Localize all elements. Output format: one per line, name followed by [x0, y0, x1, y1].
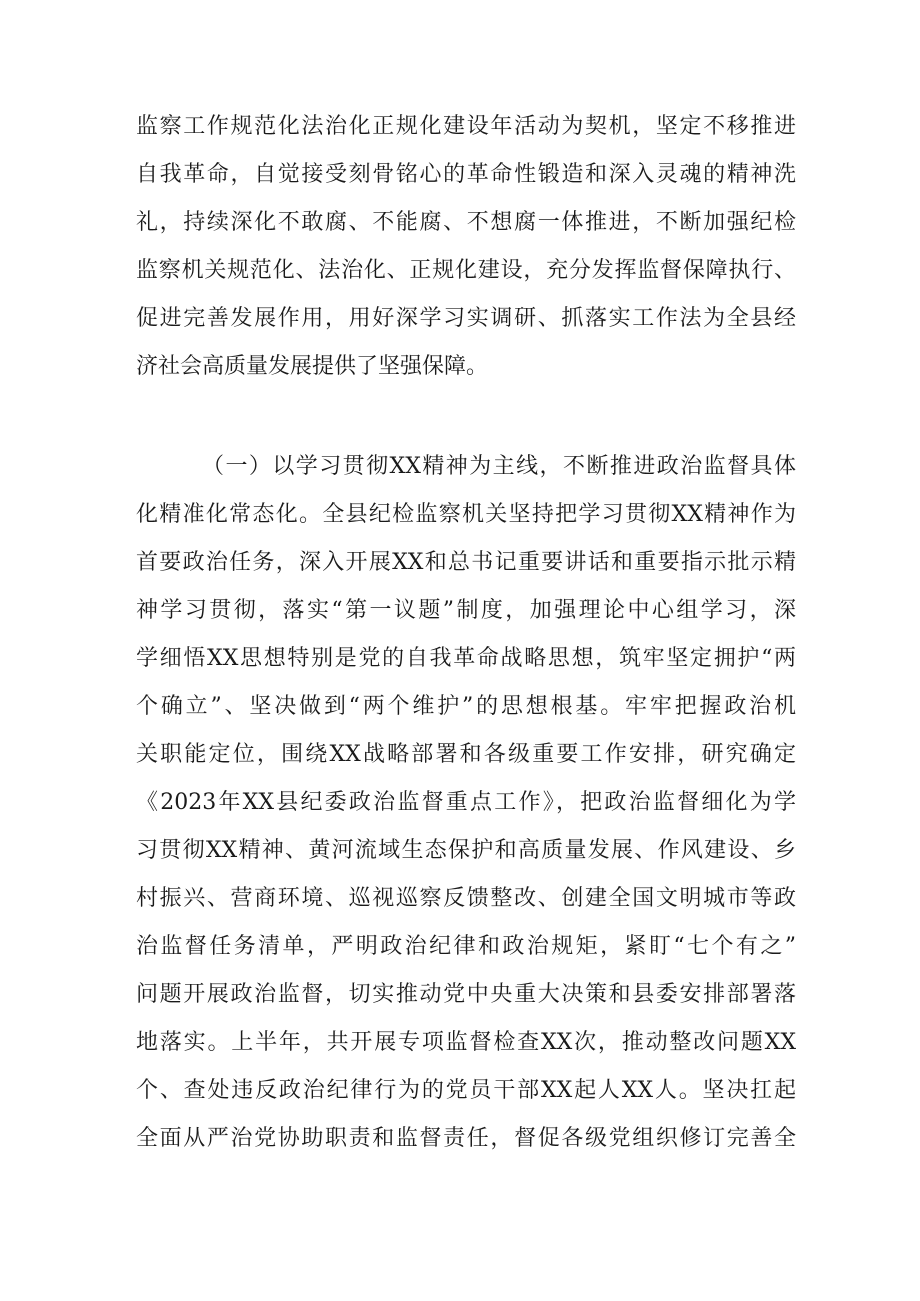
text-line: 《2023年XX县纪委政治监督重点工作》，把政治监督细化为学	[136, 790, 796, 815]
text-line: 促进完善发展作用，用好深学习实调研、抓落实工作法为全县经	[136, 306, 796, 331]
text-line: 监察工作规范化法治化正规化建设年活动为契机，坚定不移推进	[136, 114, 796, 139]
section-heading-line: （一）以学习贯彻XX精神为主线，不断推进政治监督具体	[202, 454, 796, 479]
text-line: 首要政治任务，深入开展XX和总书记重要讲话和重要指示批示精	[136, 550, 796, 575]
text-line: 地落实。上半年，共开展专项监督检查XX次，推动整改问题XX	[136, 1030, 796, 1055]
text-line: 个确立”、坚决做到“两个维护”的思想根基。牢牢把握政治机	[136, 694, 796, 719]
text-line: 礼，持续深化不敢腐、不能腐、不想腐一体推进，不断加强纪检	[136, 210, 796, 235]
text-line: 全面从严治党协助职责和监督责任，督促各级党组织修订完善全	[136, 1126, 796, 1151]
text-line: 治监督任务清单，严明政治纪律和政治规矩，紧盯“七个有之”	[136, 934, 796, 959]
text-line: 习贯彻XX精神、黄河流域生态保护和高质量发展、作风建设、乡	[136, 838, 796, 863]
text-line: 学细悟XX思想特别是党的自我革命战略思想，筑牢坚定拥护“两	[136, 646, 796, 671]
text-line: 济社会高质量发展提供了坚强保障。	[136, 354, 489, 379]
text-line: 化精准化常态化。全县纪检监察机关坚持把学习贯彻XX精神作为	[136, 502, 796, 527]
text-line: 个、查处违反政治纪律行为的党员干部XX起人XX人。坚决扛起	[136, 1078, 796, 1103]
text-line: 问题开展政治监督，切实推动党中央重大决策和县委安排部署落	[136, 982, 796, 1007]
text-line: 监察机关规范化、法治化、正规化建设，充分发挥监督保障执行、	[136, 258, 796, 283]
text-line: 自我革命，自觉接受刻骨铭心的革命性锻造和深入灵魂的精神洗	[136, 162, 796, 187]
text-line: 关职能定位，围绕XX战略部署和各级重要工作安排，研究确定	[136, 742, 796, 767]
text-line: 村振兴、营商环境、巡视巡察反馈整改、创建全国文明城市等政	[136, 886, 796, 911]
text-line: 神学习贯彻，落实“第一议题”制度，加强理论中心组学习，深	[136, 598, 796, 623]
